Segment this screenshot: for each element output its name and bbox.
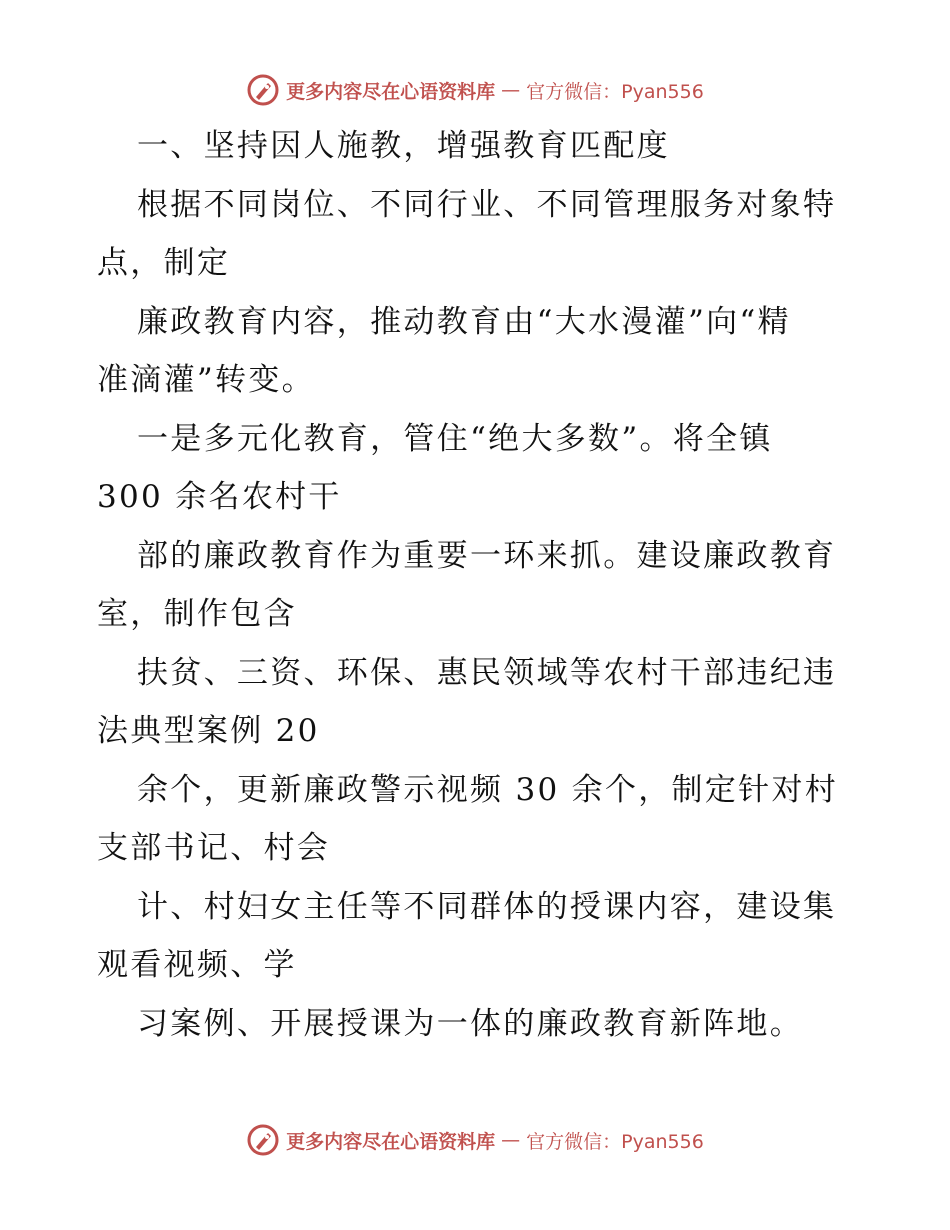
- body-text-line: 计、村妇女主任等不同群体的授课内容，建设集: [137, 888, 837, 925]
- pen-nib-logo-icon: [246, 73, 280, 107]
- body-text-line: 扶贫、三资、环保、惠民领域等农村干部违纪违: [137, 654, 837, 691]
- body-text-line: 支部书记、村会: [97, 830, 331, 866]
- body-text-line: 法典型案例 20: [97, 713, 320, 749]
- body-text-line: 300 余名农村干: [97, 479, 342, 515]
- body-text-line: 一、坚持因人施教，增强教育匹配度: [137, 128, 670, 164]
- header-wechat-text: 官方微信：Pyan556: [526, 80, 704, 103]
- footer-wechat-text: 官方微信：Pyan556: [526, 1130, 704, 1153]
- body-text-line: 一是多元化教育，管住“绝大多数”。将全镇: [137, 420, 773, 457]
- body-text-line: 观看视频、学: [97, 947, 297, 983]
- body-text-line: 准滴灌”转变。: [97, 362, 315, 398]
- header-banner: [0, 70, 950, 110]
- body-text-line: 室，制作包含: [97, 596, 297, 632]
- body-text-line: 廉政教育内容，推动教育由“大水漫灌”向“精: [137, 303, 791, 340]
- header-brand-text: 更多内容尽在心语资料库: [286, 80, 496, 103]
- document-body: [97, 117, 857, 1053]
- body-text-line: 点，制定: [97, 245, 231, 281]
- header-separator: —: [501, 79, 521, 101]
- body-text-line: 根据不同岗位、不同行业、不同管理服务对象特: [137, 186, 837, 223]
- pen-nib-logo-icon: [246, 1123, 280, 1157]
- body-text-line: 部的廉政教育作为重要一环来抓。建设廉政教育: [137, 537, 837, 574]
- footer-brand-text: 更多内容尽在心语资料库: [286, 1130, 496, 1153]
- body-text-line: 习案例、开展授课为一体的廉政教育新阵地。: [137, 1005, 803, 1042]
- footer-banner: [0, 1120, 950, 1160]
- footer-separator: —: [501, 1129, 521, 1151]
- body-text-line: 余个，更新廉政警示视频 30 余个，制定针对村: [137, 771, 839, 808]
